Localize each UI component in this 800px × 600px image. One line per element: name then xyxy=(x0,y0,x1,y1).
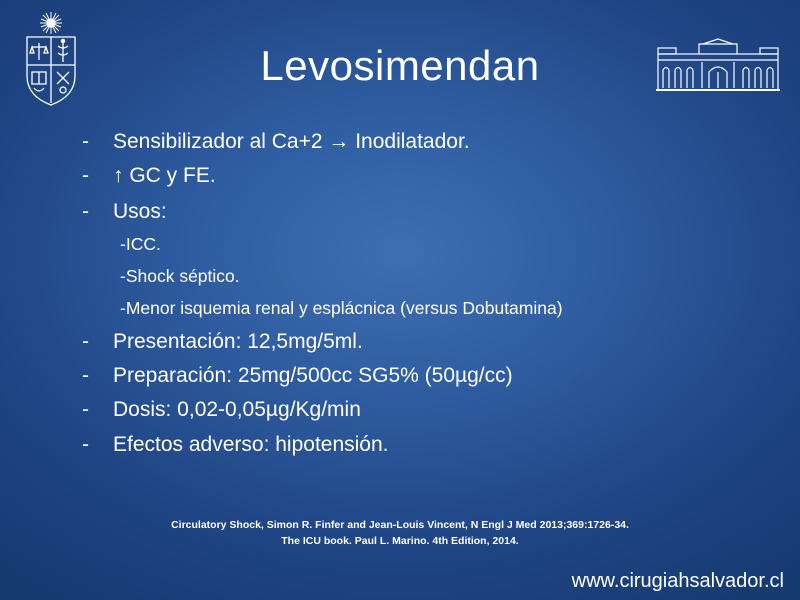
bullet-text: Sensibilizador al Ca+2 → Inodilatador. xyxy=(113,130,470,153)
website-url: www.cirugiahsalvador.cl xyxy=(571,570,784,592)
references xyxy=(0,517,800,549)
sub-item: -Shock séptico. xyxy=(120,266,240,286)
bullet-marker: - xyxy=(82,330,89,353)
sub-item: -Menor isquemia renal y esplácnica (versus Dobutamina) xyxy=(120,298,563,318)
bullet-marker: - xyxy=(82,398,89,421)
bullet-text: Usos: xyxy=(113,200,167,223)
bullet-text: Preparación: 25mg/500cc SG5% (50µg/cc) xyxy=(113,364,513,387)
bullet-text: Dosis: 0,02-0,05µg/Kg/min xyxy=(113,398,361,421)
bullet-marker: - xyxy=(82,200,89,223)
reference-line: Circulatory Shock, Simon R. Finfer and Jean-Louis Vincent, N Engl J Med 2013;369:1726-34. xyxy=(171,519,629,531)
bullet-marker: - xyxy=(82,364,89,387)
reference-line: The ICU book. Paul L. Marino. 4th Edition, 2014. xyxy=(281,535,519,547)
bullet-marker: - xyxy=(82,433,89,456)
bullet-text: Efectos adverso: hipotensión. xyxy=(113,433,389,456)
bullet-marker: - xyxy=(82,164,89,187)
bullet-text: ↑ GC y FE. xyxy=(113,164,216,187)
bullet-text: Presentación: 12,5mg/5ml. xyxy=(113,330,363,353)
slide-title: Levosimendan xyxy=(260,42,540,89)
sub-item: -ICC. xyxy=(120,234,161,254)
bullet-marker: - xyxy=(82,130,89,153)
